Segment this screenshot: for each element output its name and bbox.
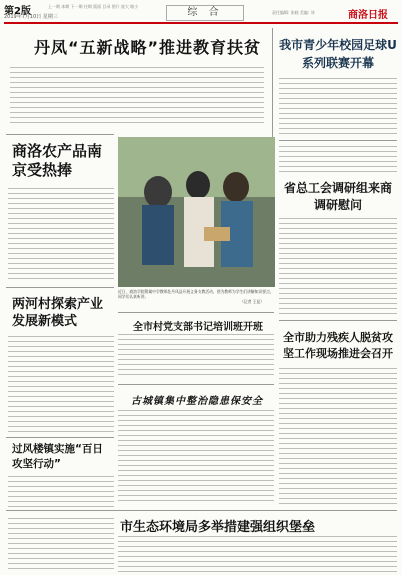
lianghe-article-body [8, 336, 114, 434]
ecology-article-body [118, 536, 397, 572]
photo-credit: （记者 王昆） [240, 299, 264, 304]
divider-left-1 [6, 134, 114, 135]
divider-center-2 [118, 384, 274, 385]
divider-center-1 [118, 312, 274, 313]
agriculture-article-body [8, 188, 114, 282]
section-title: 综 合 [166, 5, 244, 21]
column-divider-right [272, 28, 273, 138]
main-article-body [10, 67, 264, 125]
guofenglou-article-body [8, 476, 114, 508]
page-header [4, 2, 398, 24]
headline-gucheng: 古城镇集中整治隐患保安全 [131, 396, 263, 407]
disability-article-body [279, 368, 397, 508]
ecology-left-body [8, 518, 114, 572]
gucheng-article-body [118, 410, 274, 504]
divider-left-2 [6, 287, 114, 288]
newspaper-logo: 商洛日报 [348, 10, 388, 21]
headline-main: 丹凤“五新战略”推进教育扶贫 [34, 38, 262, 57]
training-article-body [118, 334, 274, 376]
photo-caption: 近日，商洛学院附属中学教师赴丹凤县开展义务支教活动，图为教师为学生们讲解知识要点，同学们认真听讲。 [118, 289, 274, 299]
divider-left-3 [6, 437, 114, 438]
headline-agriculture: 商洛农产品南京受热捧 [12, 142, 103, 179]
headline-football: 我市青少年校园足球U系列联赛开幕 [279, 38, 397, 70]
divider-right-2 [279, 320, 397, 321]
issue-date: 2019年7月10日 星期三 [4, 14, 58, 20]
page-number: 第2版 [4, 6, 31, 17]
nav-links[interactable]: 上一期 本期 下一期 往期 版面 目录 图片 放大 缩小 [48, 4, 139, 9]
news-photo [118, 137, 275, 287]
divider-bottom [6, 510, 397, 511]
editor-credit: 责任编辑: 张晓 美编: 刘 [272, 10, 315, 15]
headline-ecology: 市生态环境局多举措建强组织堡垒 [120, 520, 316, 535]
photo-illustration [118, 137, 275, 287]
football-article-body [279, 78, 397, 136]
headline-disability: 全市助力残疾人脱贫攻坚工作现场推进会召开 [283, 331, 393, 360]
right-filler-body [279, 146, 397, 174]
union-article-body [279, 218, 397, 316]
headline-lianghe: 两河村探索产业发展新模式 [12, 297, 104, 329]
divider-right-1 [279, 140, 397, 141]
headline-training: 全市村党支部书记培训班开班 [133, 322, 263, 333]
headline-union-visit: 省总工会调研组来商调研慰问 [283, 181, 392, 212]
headline-guofenglou: 过风楼镇实施“百日攻坚行动” [12, 443, 103, 470]
